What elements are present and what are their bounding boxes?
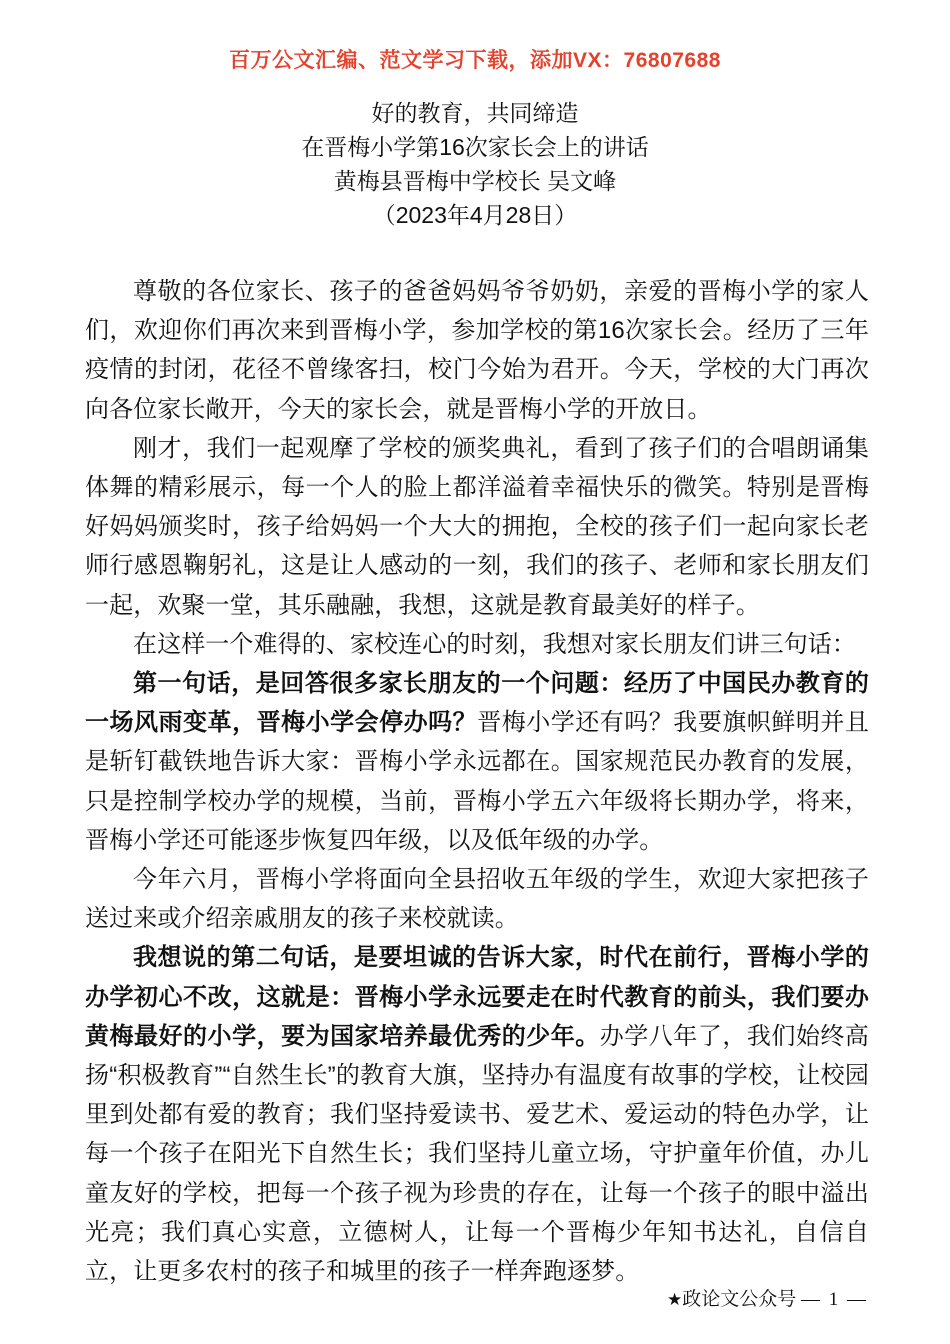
body-paragraph xyxy=(85,625,869,664)
body-paragraph xyxy=(85,938,869,1291)
page-footer xyxy=(0,1284,950,1311)
document-title-subtitle: 在晋梅小学第16次家长会上的讲话 xyxy=(301,134,649,160)
emphasis-text-run: 我想说的第二句话，是要坦诚的告诉大家，时代在前行，晋梅小学的办学初心不改，这就是：晋梅小学永远要走在时代教育的前头，我们要办黄梅最好的小学，要为国家培养最优秀的少年。 xyxy=(85,944,869,1050)
body-paragraph xyxy=(85,429,869,625)
star-icon: ★ xyxy=(666,1290,683,1309)
text-run: 尊敬的各位家长、孩子的爸爸妈妈爷爷奶奶，亲爱的晋梅小学的家人们，欢迎你们再次来到晋梅小学，参加学校的第16次家长会。经历了三年疫情的封闭，花径不曾缘客扫，校门今始为君开。今天，学校的大门再次向各位家长敞开，今天的家长会，就是晋梅小学的开放日。 xyxy=(85,278,869,423)
body-paragraph xyxy=(85,664,869,860)
document-date: （2023年4月28日） xyxy=(372,202,578,228)
emphasis-text-run: 第一句话，是回答很多家长朋友的一个问题：经历了中国民办教育的一场风雨变革，晋梅小学会停办吗？ xyxy=(85,670,869,737)
title-block xyxy=(0,96,950,232)
document-body xyxy=(85,272,869,1291)
page-number: — 1 — xyxy=(801,1289,868,1310)
promo-banner: 百万公文汇编、范文学习下载，添加VX：76807688 xyxy=(229,49,721,72)
document-title-main: 好的教育，共同缔造 xyxy=(371,100,579,126)
text-run: 刚才，我们一起观摩了学校的颁奖典礼，看到了孩子们的合唱朗诵集体舞的精彩展示，每一个人的脸上都洋溢着幸福快乐的微笑。特别是晋梅好妈妈颁奖时，孩子给妈妈一个大大的拥抱，全校的孩子们一起向家长老师行感恩鞠躬礼，这是让人感动的一刻，我们的孩子、老师和家长朋友们一起，欢聚一堂，其乐融融，我想，这就是教育最美好的样子。 xyxy=(85,434,869,619)
footer-source-label: 政论文公众号 xyxy=(682,1289,797,1310)
body-paragraph xyxy=(85,272,869,429)
document-author: 黄梅县晋梅中学校长 吴文峰 xyxy=(333,168,617,194)
body-paragraph xyxy=(85,860,869,938)
text-run: 晋梅小学还有吗？我要旗帜鲜明并且是斩钉截铁地告诉大家：晋梅小学永远都在。国家规范民办教育的发展，只是控制学校办学的规模，当前，晋梅小学五六年级将长期办学，将来，晋梅小学还可能逐步恢复四年级，以及低年级的办学。 xyxy=(85,709,869,854)
text-run: 今年六月，晋梅小学将面向全县招收五年级的学生，欢迎大家把孩子送过来或介绍亲戚朋友的孩子来校就读。 xyxy=(85,866,869,933)
text-run: 办学八年了，我们始终高扬“积极教育”“自然生长”的教育大旗，坚持办有温度有故事的学校，让校园里到处都有爱的教育；我们坚持爱读书、爱艺术、爱运动的特色办学，让每一个孩子在阳光下自然生长；我们坚持儿童立场，守护童年价值，办儿童友好的学校，把每一个孩子视为珍贵的存在，让每一个孩子的眼中溢出光亮；我们真心实意，立德树人，让每一个晋梅少年知书达礼，自信自立，让更多农村的孩子和城里的孩子一样奔跑逐梦。 xyxy=(85,1022,869,1286)
text-run: 在这样一个难得的、家校连心的时刻，我想对家长朋友们讲三句话： xyxy=(133,630,856,658)
